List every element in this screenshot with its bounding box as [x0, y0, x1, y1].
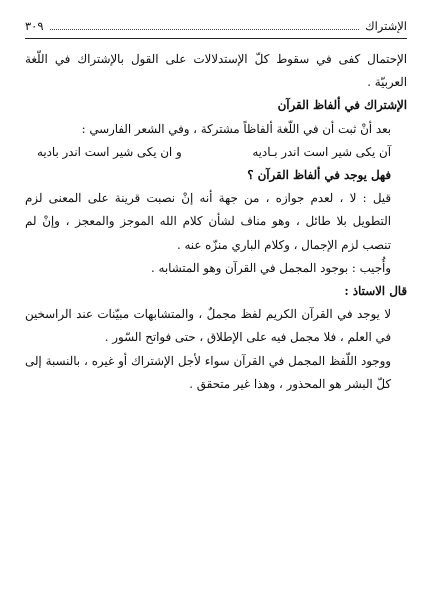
header-dot-leader — [50, 29, 360, 30]
verse-hemistich-right: آن يكى شير است اندر بـاديه — [252, 144, 391, 159]
paragraph-ustadh-1: لا يوجد في القرآن الكريم لفظ مجملٌ ، والمتشابهات مبيّنات عند الراسخين في العلم ، فلا مجمل فيه على الإطلاق ، حتى فواتح السّور . — [25, 307, 391, 345]
question-line: فهل يوجد في ألفاظ القرآن ؟ — [247, 168, 391, 183]
verse-hemistich-left: و ان يكى شير است اندر باديه — [37, 144, 182, 159]
section-heading-ustadh: قال الاستاذ : — [344, 284, 407, 299]
paragraph-continuation: الإحتمال كفى في سقوط كلّ الإستدلالات على القول بالإشتراك في اللّغة العربيّة . — [25, 52, 407, 90]
paragraph-reply: وأُجيب : بوجود المجمل في القرآن وهو المتشابه . — [151, 260, 391, 275]
header-rule — [25, 38, 407, 39]
persian-verse — [25, 141, 407, 164]
paragraph-intro: بعد أنْ ثبت أن في اللّغة ألفاظاً مشتركة ، وفي الشعر الفارسي : — [81, 121, 391, 136]
paragraph-ustadh-2: ووجود اللّفظ المجمل في القرآن سواء لأجل الإشتراك أو غيره ، بالنسبة إلى كلّ البشر هو المحذور ، وهذا غير متحقق . — [25, 353, 391, 391]
page-body — [25, 48, 407, 396]
running-header — [25, 15, 407, 37]
section-heading-quran-words: الإشتراك في ألفاظ القرآن — [277, 98, 407, 113]
page-number: ٣٠٩ — [25, 19, 44, 33]
header-title: الإشتراك — [365, 19, 407, 33]
paragraph-answer: قيل : لا ، لعدم جوازه ، من جهة أنه إنْ نصبت قرينة على المعنى لزم التطويل بلا طائل ، وهو مناف لشأن كلام الله الموجز والمعجز ، وإنْ لم تنصب لزم الإجمال ، وكلام الباري منزّه عنه . — [25, 191, 391, 252]
